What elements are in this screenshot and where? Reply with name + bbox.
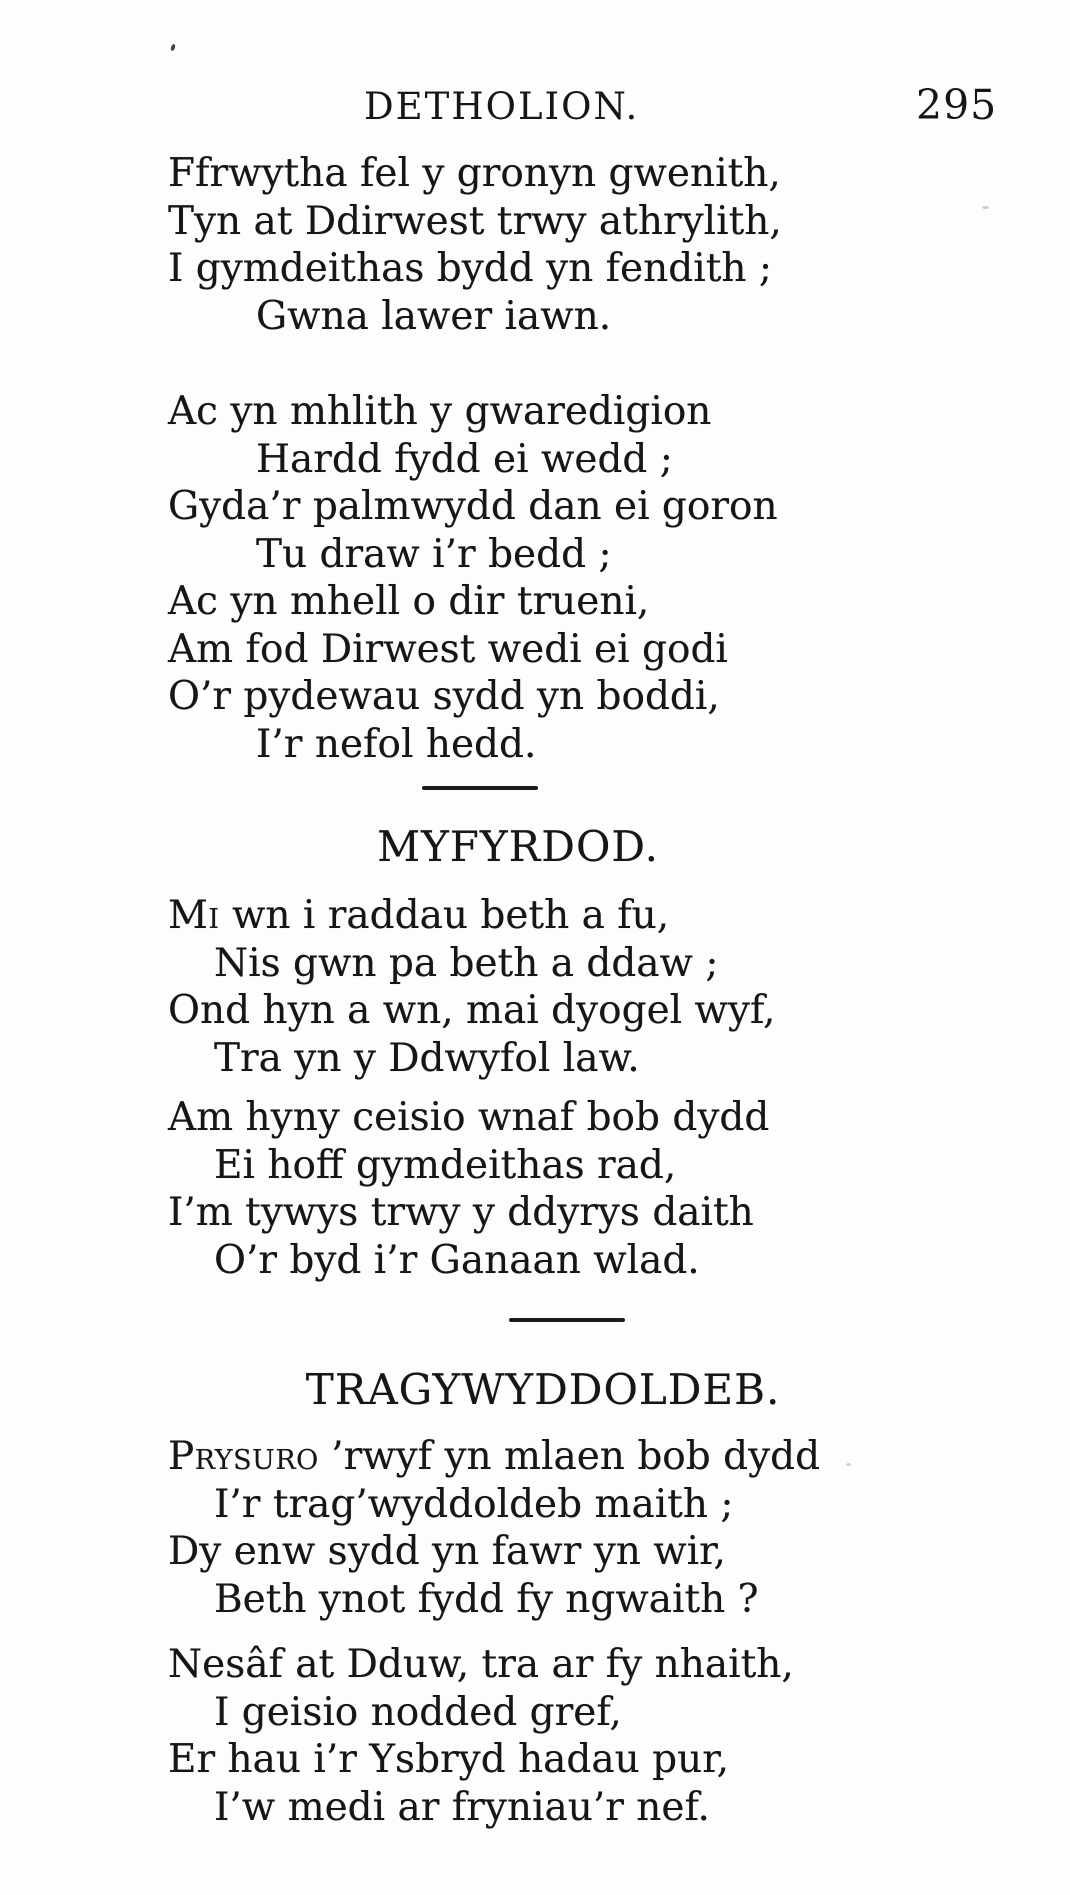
page-number: 295: [916, 81, 998, 129]
poem-line: O’r byd i’r Ganaan wlad.: [214, 1237, 700, 1283]
poem-line: Am fod Dirwest wedi ei godi: [168, 626, 728, 672]
small-caps-word: Mi: [168, 893, 220, 938]
poem-line: Gwna lawer iawn.: [256, 293, 612, 339]
poem-line: Hardd fydd ei wedd ;: [256, 436, 673, 482]
running-head-title: DETHOLION.: [364, 85, 640, 128]
poem-line: Dy enw sydd yn fawr yn wir,: [168, 1529, 726, 1574]
small-caps-word: Prysuro: [168, 1434, 319, 1479]
poem-line: Ffrwytha fel y gronyn gwenith,: [168, 151, 781, 196]
poem-line: Ac yn mhlith y gwaredigion: [168, 389, 712, 434]
poem-line: O’r pydewau sydd yn boddi,: [168, 674, 720, 719]
poem-line: Tu draw i’r bedd ;: [256, 531, 612, 577]
poem-line: Beth ynot fydd fy ngwaith ?: [214, 1576, 759, 1622]
poem-line: I’w medi ar fryniau’r nef.: [214, 1784, 710, 1830]
poem-line: Ond hyn a wn, mai dyogel wyf,: [168, 988, 776, 1033]
poem-line: I’m tywys trwy y ddyrys daith: [168, 1190, 754, 1235]
scan-speck: [982, 206, 989, 209]
poem-line: Er hau i’r Ysbryd hadau pur,: [168, 1737, 730, 1782]
poem-line: Tyn at Ddirwest trwy athrylith,: [168, 198, 782, 244]
poem-line: Tra yn y Ddwyfol law.: [214, 1035, 640, 1081]
poem-line: Gyda’r palmwydd dan ei goron: [168, 484, 778, 529]
poem-stanza: [168, 892, 868, 1082]
poem-stanza: [168, 1433, 868, 1623]
poem-line: Am hyny ceisio wnaf bob dydd: [168, 1095, 770, 1140]
poem-line: Mi wn i raddau beth a fu,: [168, 893, 670, 938]
poem-line: I geisio nodded gref,: [214, 1689, 622, 1735]
section-divider: [509, 1318, 625, 1322]
section-divider: [422, 786, 538, 790]
poem-stanza: [168, 388, 868, 768]
poem-title: MYFYRDOD.: [377, 822, 659, 871]
poem-line: I gymdeithas bydd yn fendith ;: [168, 246, 773, 291]
poems-column: [168, 0, 868, 1831]
poem-line: Nis gwn pa beth a ddaw ;: [214, 940, 719, 986]
poem-line: Ac yn mhell o dir trueni,: [168, 579, 650, 624]
poem-line: I’r trag’wyddoldeb maith ;: [214, 1481, 734, 1527]
poem-title: TRAGYWYDDOLDEB.: [305, 1365, 781, 1414]
poem-stanza: [168, 150, 868, 340]
poem-line: Nesâf at Dduw, tra ar fy nhaith,: [168, 1642, 794, 1687]
poem-stanza: [168, 1094, 868, 1284]
poem-line: I’r nefol hedd.: [256, 721, 537, 767]
poem-line: Ei hoff gymdeithas rad,: [214, 1142, 677, 1188]
poem-line: Prysuro ’rwyf yn mlaen bob dydd: [168, 1434, 821, 1479]
poem-stanza: [168, 1641, 868, 1831]
